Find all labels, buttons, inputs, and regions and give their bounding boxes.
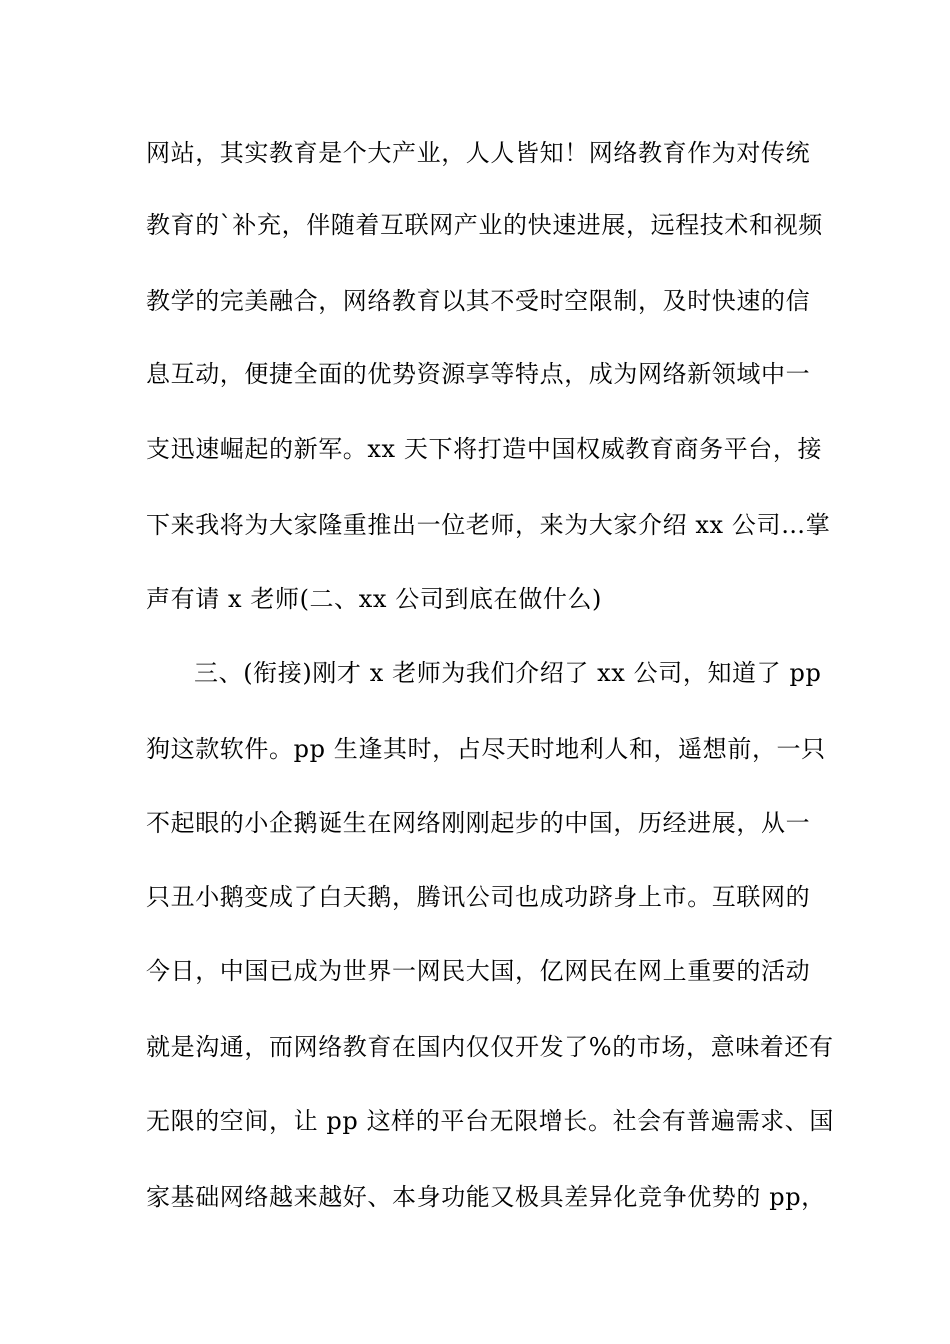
text-line: 家基础网络越来越好、本身功能又极具差异化竞争优势的 pp， — [146, 1183, 826, 1211]
text-line: 网站，其实教育是个大产业，人人皆知！网络教育作为对传统 — [146, 139, 811, 167]
text-line: 狗这款软件。pp 生逢其时，占尽天时地利人和，遥想前，一只 — [146, 735, 826, 763]
text-line: 声有请 x 老师(二、xx 公司到底在做什么) — [146, 585, 603, 613]
text-line: 只丑小鹅变成了白天鹅，腾讯公司也成功跻身上市。互联网的 — [146, 883, 811, 911]
text-line: 教学的完美融合，网络教育以其不受时空限制，及时快速的信 — [146, 287, 811, 315]
text-line: 今日，中国已成为世界一网民大国，亿网民在网上重要的活动 — [146, 957, 811, 985]
text-line: 就是沟通，而网络教育在国内仅仅开发了%的市场，意味着还有 — [146, 1033, 834, 1061]
text-line: 教育的`补充，伴随着互联网产业的快速进展，远程技术和视频 — [146, 211, 823, 239]
text-line: 下来我将为大家隆重推出一位老师，来为大家介绍 xx 公司…掌 — [146, 511, 831, 539]
text-line: 支迅速崛起的新军。xx 天下将打造中国权威教育商务平台，接 — [146, 435, 823, 463]
paragraph-first-line: 三、(衔接)刚才 x 老师为我们介绍了 xx 公司，知道了 pp — [194, 659, 822, 687]
text-line: 不起眼的小企鹅诞生在网络刚刚起步的中国，历经进展，从一 — [146, 809, 811, 837]
text-line: 息互动，便捷全面的优势资源享等特点，成为网络新领域中一 — [146, 360, 811, 388]
text-line: 无限的空间，让 pp 这样的平台无限增长。社会有普遍需求、国 — [146, 1107, 834, 1135]
